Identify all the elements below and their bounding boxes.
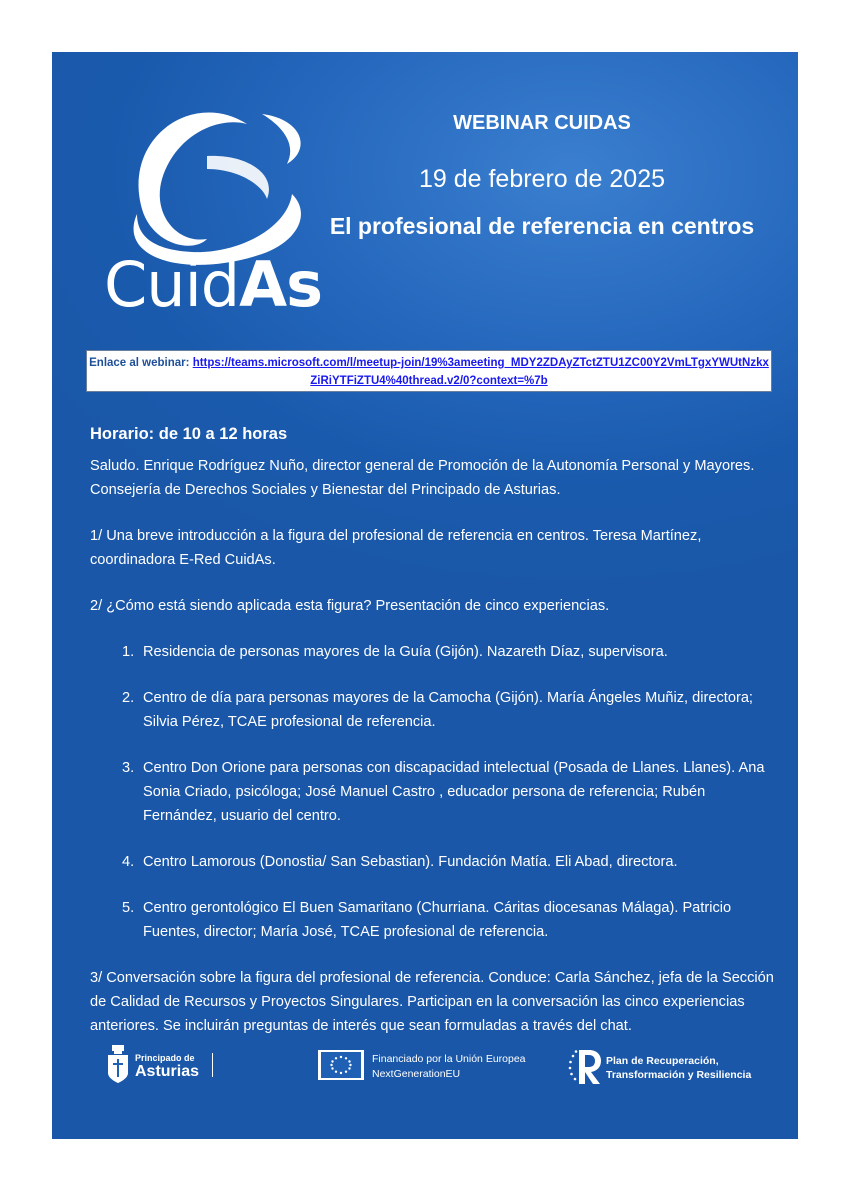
asturias-shield-icon <box>107 1045 129 1083</box>
asturias-line2: Asturias <box>135 1063 200 1080</box>
webinar-link[interactable]: https://teams.microsoft.com/l/meetup-join/19%3ameeting_MDY2ZDAyZTctZTU1ZC00Y2VmLTgxYWUtNzkxZiRiYTFiZTU4%40thread.v2/0?context=%7b <box>192 357 769 387</box>
cuidas-wordmark <box>104 248 322 321</box>
list-number: 1. <box>122 644 135 660</box>
list-text: Residencia de personas mayores de la Guía (Gijón). Nazareth Díaz, supervisora. <box>143 644 668 660</box>
webinar-poster <box>52 52 798 1139</box>
agenda-item-1: 1/ Una breve introducción a la figura del profesional de referencia en centros. Teresa Martínez, coordinadora E-Red CuidAs. <box>90 528 702 568</box>
link-label: Enlace al webinar: <box>89 357 190 369</box>
list-number: 2. <box>122 690 135 706</box>
footer-logos <box>52 1042 798 1092</box>
list-number: 4. <box>122 854 135 870</box>
eu-line2: NextGenerationEU <box>372 1068 461 1080</box>
list-number: 5. <box>122 900 135 916</box>
webinar-title: WEBINAR CUIDAS <box>453 112 631 134</box>
eu-line1: Financiado por la Unión Europea <box>372 1053 526 1065</box>
webinar-date: 19 de febrero de 2025 <box>418 165 666 193</box>
list-text: Centro Lamorous (Donostia/ San Sebastian). Fundación Matía. Eli Abad, directora. <box>143 854 678 870</box>
prtr-line1: Plan de Recuperación, <box>606 1055 719 1067</box>
list-text: Centro Don Orione para personas con discapacidad intelectual (Posada de Llanes. Llanes). Ana Sonia Criado, psicóloga; José Manuel Castro , educador persona de referencia; Rubén Fernández, usuario del centro. <box>143 760 765 824</box>
asturias-line1: Principado de <box>135 1053 195 1063</box>
prtr-line2: Transformación y Resiliencia <box>606 1069 752 1081</box>
schedule: Horario: de 10 a 12 horas <box>90 425 288 443</box>
wordmark-bold: As <box>239 248 323 321</box>
list-item <box>122 896 780 944</box>
list-item <box>122 850 780 874</box>
list-item <box>122 686 780 734</box>
experience-list <box>90 640 780 944</box>
webinar-subtitle: El profesional de referencia en centros <box>329 213 755 239</box>
list-item <box>122 756 780 828</box>
list-number: 3. <box>122 760 135 776</box>
list-text: Centro de día para personas mayores de la Camocha (Gijón). María Ángeles Muñiz, directora; Silvia Pérez, TCAE profesional de referencia. <box>143 690 753 730</box>
agenda-item-2: 2/ ¿Cómo está siendo aplicada esta figura? Presentación de cinco experiencias. <box>90 598 610 614</box>
eu-flag-icon <box>318 1050 364 1080</box>
wordmark-light: Cuid <box>104 248 240 321</box>
prtr-logo-icon <box>567 1046 603 1086</box>
divider <box>212 1053 213 1077</box>
agenda-item-3: 3/ Conversación sobre la figura del profesional de referencia. Conduce: Carla Sánchez, jefa de la Sección de Calidad de Recursos y Proyectos Singulares. Participan en la conversación las cinco experiencias anteriores. Se incluirán preguntas de interés que sean formuladas a través del chat. <box>90 970 774 1034</box>
agenda-intro: Saludo. Enrique Rodríguez Nuño, director general de Promoción de la Autonomía Personal y Mayores. Consejería de Derechos Sociales y Bienestar del Principado de Asturias. <box>90 458 755 498</box>
webinar-link-box <box>86 350 772 392</box>
list-item <box>122 640 780 664</box>
agenda <box>90 422 780 1038</box>
list-text: Centro gerontológico El Buen Samaritano (Churriana. Cáritas diocesanas Málaga). Patricio Fuentes, director; María José, TCAE profesional de referencia. <box>143 900 732 940</box>
